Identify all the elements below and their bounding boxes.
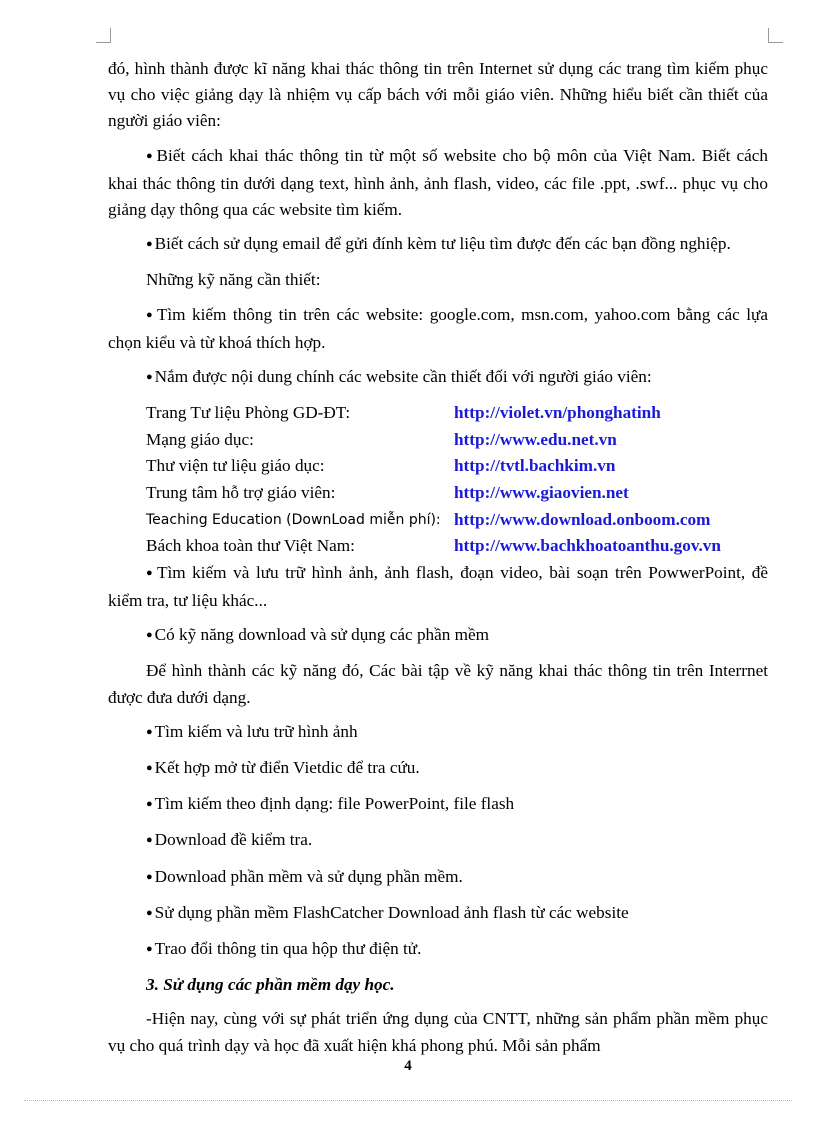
intro-paragraph: đó, hình thành được kĩ năng khai thác thông tin trên Internet sử dụng các trang tìm kiếm phục vụ cho việc giảng dạy là nhiệm vụ cấp bách với mỗi giáo viên. Những hiểu biết cần thiết của người giáo viên: (108, 59, 768, 131)
website-row (108, 453, 768, 480)
website-link[interactable]: http://violet.vn/phonghatinh (454, 403, 661, 423)
website-label: Teaching Education (DownLoad miễn phí): (146, 511, 441, 528)
website-label: Thư viện tư liệu giáo dục: (146, 456, 325, 476)
exercise-item: ● Download đề kiểm tra. (108, 827, 768, 855)
skills-intro: Những kỹ năng cần thiết: (146, 270, 321, 290)
website-row (108, 427, 768, 454)
website-link[interactable]: http://www.download.onboom.com (454, 509, 711, 529)
bullet-paragraph: ● Tìm kiếm thông tin trên các website: google.com, msn.com, yahoo.com bằng các lựa chọn kiểu và từ khoá thích hợp. (108, 302, 768, 356)
website-label: Trang Tư liệu Phòng GD-ĐT: (146, 403, 351, 423)
website-row (108, 480, 768, 507)
bullet-paragraph: ● Biết cách khai thác thông tin từ một số website cho bộ môn của Việt Nam. Biết cách khai thác thông tin dưới dạng text, hình ảnh, ảnh flash, video, các file .ppt, .swf... phục vụ cho giảng dạy thông qua các website tìm kiếm. (108, 143, 768, 224)
crop-mark-top-right (768, 28, 783, 43)
bullet-paragraph: ● Biết cách sử dụng email để gửi đính kèm tư liệu tìm được đến các bạn đồng nghiệp. (108, 231, 768, 259)
website-link[interactable]: http://www.edu.net.vn (454, 429, 617, 449)
bullet-paragraph: ● Nắm được nội dung chính các website cần thiết đối với người giáo viên: (108, 364, 768, 392)
website-list (108, 400, 768, 560)
exercise-item: ● Sử dụng phần mềm FlashCatcher Download ảnh flash từ các website (108, 900, 768, 928)
exercise-intro: Để hình thành các kỹ năng đó, Các bài tập về kỹ năng khai thác thông tin trên Interrnet được đưa dưới dạng. (108, 661, 768, 707)
page-content (108, 56, 768, 1059)
closing-paragraph: -Hiện nay, cùng với sự phát triển ứng dụng của CNTT, những sản phẩm phần mềm phục vụ cho quá trình dạy và học đã xuất hiện khá phong phú. Mỗi sản phẩm (108, 1009, 768, 1055)
exercise-item: ● Tìm kiếm và lưu trữ hình ảnh (108, 719, 768, 747)
crop-mark-top-left (96, 28, 111, 43)
exercise-item: ● Download phần mềm và sử dụng phần mềm. (108, 864, 768, 892)
website-label: Mạng giáo dục: (146, 429, 254, 449)
exercise-item: ● Trao đổi thông tin qua hộp thư điện tử. (108, 936, 768, 964)
website-link[interactable]: http://www.giaovien.net (454, 483, 629, 503)
bullet-paragraph: ● Có kỹ năng download và sử dụng các phần mềm (108, 622, 768, 650)
website-row (108, 400, 768, 427)
page-bottom-divider (24, 1100, 792, 1101)
bullet-paragraph: ● Tìm kiếm và lưu trữ hình ảnh, ảnh flash, đoạn video, bài soạn trên PowwerPoint, đề kiểm tra, tư liệu khác... (108, 560, 768, 614)
website-link[interactable]: http://www.bachkhoatoanthu.gov.vn (454, 536, 721, 556)
section-heading: 3. Sử dụng các phần mềm dạy học. (146, 975, 395, 995)
exercise-item: ● Kết hợp mở từ điển Vietdic để tra cứu. (108, 755, 768, 783)
exercise-item: ● Tìm kiếm theo định dạng: file PowerPoint, file flash (108, 791, 768, 819)
website-row (108, 533, 768, 560)
website-row (108, 507, 768, 534)
website-link[interactable]: http://tvtl.bachkim.vn (454, 456, 616, 476)
page-number: 4 (404, 1058, 412, 1074)
website-label: Bách khoa toàn thư Việt Nam: (146, 536, 355, 556)
website-label: Trung tâm hỗ trợ giáo viên: (146, 483, 336, 503)
